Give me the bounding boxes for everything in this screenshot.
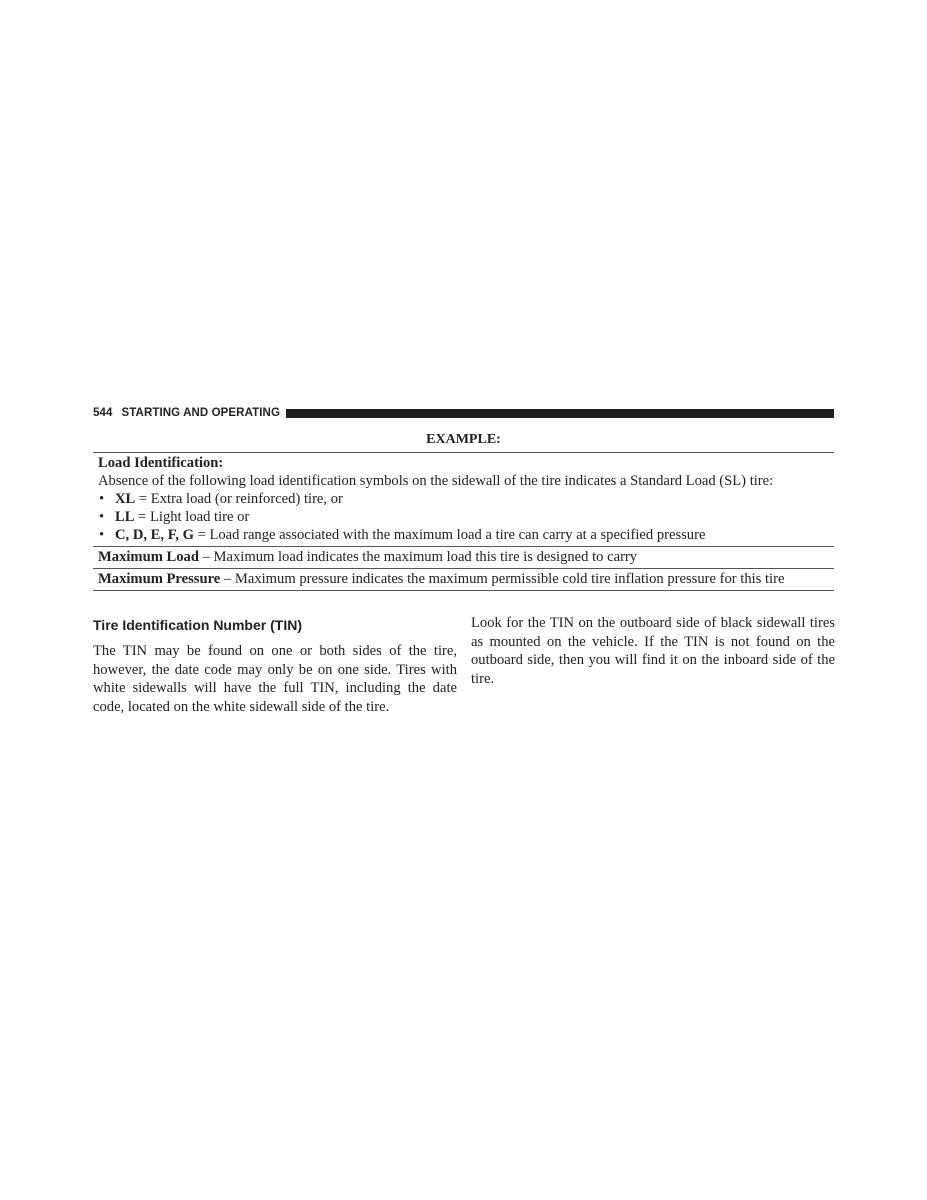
maximum-pressure-text: – Maximum pressure indicates the maximum permissible cold tire inflation pressure for this tire (220, 571, 785, 587)
bullet-icon: • (99, 509, 105, 525)
tin-right-paragraph: Look for the TIN on the outboard side of black sidewall tires as mounted on the vehicle. If the TIN is not found on the outboard side, then you will find it on the inboard side of the tire. (471, 615, 835, 687)
left-column (93, 614, 457, 716)
symbol-term: C, D, E, F, G (115, 527, 194, 543)
list-item (98, 508, 830, 526)
load-symbol-list (98, 490, 830, 544)
right-column (471, 614, 835, 688)
bullet-icon: • (99, 491, 105, 507)
load-identification-intro: Absence of the following load identification symbols on the sidewall of the tire indicates a Standard Load (SL) tire: (98, 473, 774, 489)
symbol-description: = Load range associated with the maximum load a tire can carry at a specified pressure (193, 527, 706, 543)
maximum-load-label: Maximum Load (98, 549, 199, 565)
maximum-pressure-label: Maximum Pressure (98, 571, 221, 587)
page-number: 544 (93, 407, 113, 419)
list-item (98, 490, 830, 508)
load-identification-row (93, 452, 834, 546)
example-table (93, 428, 834, 591)
maximum-pressure-row (93, 568, 834, 591)
load-identification-label: Load Identification: (98, 455, 224, 471)
bullet-icon: • (99, 527, 105, 543)
example-title: EXAMPLE: (426, 432, 501, 447)
header-rule (286, 409, 834, 418)
tin-heading: Tire Identification Number (TIN) (93, 617, 302, 633)
maximum-load-text: – Maximum load indicates the maximum load this tire is designed to carry (198, 549, 638, 565)
maximum-load-row (93, 546, 834, 568)
symbol-term: XL (115, 491, 136, 507)
symbol-description: = Light load tire or (134, 509, 250, 525)
symbol-term: LL (115, 509, 135, 525)
symbol-description: = Extra load (or reinforced) tire, or (135, 491, 343, 507)
running-header (93, 406, 834, 420)
list-item (98, 526, 830, 544)
section-title: STARTING AND OPERATING (121, 407, 281, 419)
tin-left-paragraph: The TIN may be found on one or both sides of the tire, however, the date code may only be on one side. Tires with white sidewalls will have the full TIN, including the date code, located on the white sidewall side of the tire. (93, 643, 457, 715)
